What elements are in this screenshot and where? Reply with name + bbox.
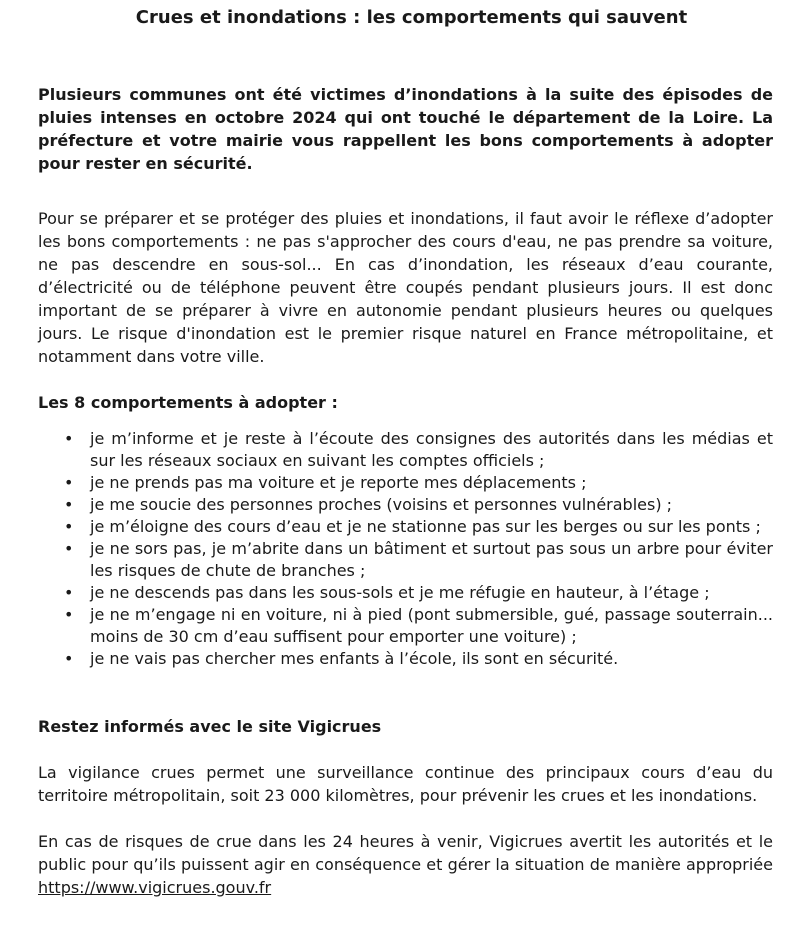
behaviors-heading: Les 8 comportements à adopter : [38, 393, 338, 412]
list-item-text: je ne prends pas ma voiture et je reporte mes déplacements ; [90, 473, 587, 492]
bullet-icon: • [64, 473, 74, 492]
bullet-icon: • [64, 429, 74, 448]
list-item-text: je m’informe et je reste à l’écoute des consignes des autorités dans les médias et sur les réseaux sociaux en suivant les comptes officiels ; [90, 429, 773, 470]
list-item-text: je me soucie des personnes proches (voisins et personnes vulnérables) ; [90, 495, 673, 514]
list-item-text: je ne descends pas dans les sous-sols et je me réfugie en hauteur, à l’étage ; [90, 583, 710, 602]
bullet-icon: • [64, 539, 74, 558]
list-item [38, 604, 773, 648]
list-item [38, 538, 773, 582]
list-item [38, 494, 773, 516]
list-item-text: je ne sors pas, je m’abrite dans un bâtiment et surtout pas sous un arbre pour éviter les risques de chute de branches ; [90, 539, 773, 580]
behaviors-list [38, 428, 773, 670]
list-item-text: je ne vais pas chercher mes enfants à l’école, ils sont en sécurité. [90, 649, 619, 668]
list-item-text: je ne m’engage ni en voiture, ni à pied (pont submersible, gué, passage souterrain... moins de 30 cm d’eau suffisent pour emporter une voiture) ; [90, 605, 773, 646]
bullet-icon: • [64, 583, 74, 602]
vigicrues-paragraph: La vigilance crues permet une surveillance continue des principaux cours d’eau du territoire métropolitain, soit 23 000 kilomètres, pour prévenir les crues et les inondations. [38, 763, 773, 805]
list-item [38, 472, 773, 494]
final-paragraph [38, 830, 773, 899]
body-paragraph: Pour se préparer et se protéger des pluies et inondations, il faut avoir le réflexe d’adopter les bons comportements : ne pas s'approcher des cours d'eau, ne pas prendre sa voiture, ne pas descendre en sous-sol... En cas d’inondation, les réseaux d’eau courante, d’électricité ou de téléphone peuvent être coupés pendant plusieurs jours. Il est donc important de se préparer à vivre en autonomie pendant plusieurs heures ou quelques jours. Le risque d'inondation est le premier risque naturel en France métropolitaine, et notamment dans votre ville. [38, 209, 773, 366]
bullet-icon: • [64, 649, 74, 668]
list-item [38, 516, 773, 538]
final-paragraph-text: En cas de risques de crue dans les 24 heures à venir, Vigicrues avertit les autorités et le public pour qu’ils puissent agir en conséquence et gérer la situation de manière appropriée [38, 832, 773, 874]
list-item-text: je m’éloigne des cours d’eau et je ne stationne pas sur les berges ou sur les ponts ; [90, 517, 761, 536]
list-item [38, 582, 773, 604]
vigicrues-heading: Restez informés avec le site Vigicrues [38, 717, 382, 736]
page-title: Crues et inondations : les comportements qui sauvent [135, 7, 688, 28]
bullet-icon: • [64, 605, 74, 624]
list-item [38, 648, 773, 670]
bullet-icon: • [64, 517, 74, 536]
list-item [38, 428, 773, 472]
bullet-icon: • [64, 495, 74, 514]
intro-paragraph: Plusieurs communes ont été victimes d’inondations à la suite des épisodes de pluies intenses en octobre 2024 qui ont touché le département de la Loire. La préfecture et votre mairie vous rappellent les bons comportements à adopter pour rester en sécurité. [38, 85, 773, 173]
vigicrues-link[interactable]: https://www.vigicrues.gouv.fr [38, 878, 272, 897]
